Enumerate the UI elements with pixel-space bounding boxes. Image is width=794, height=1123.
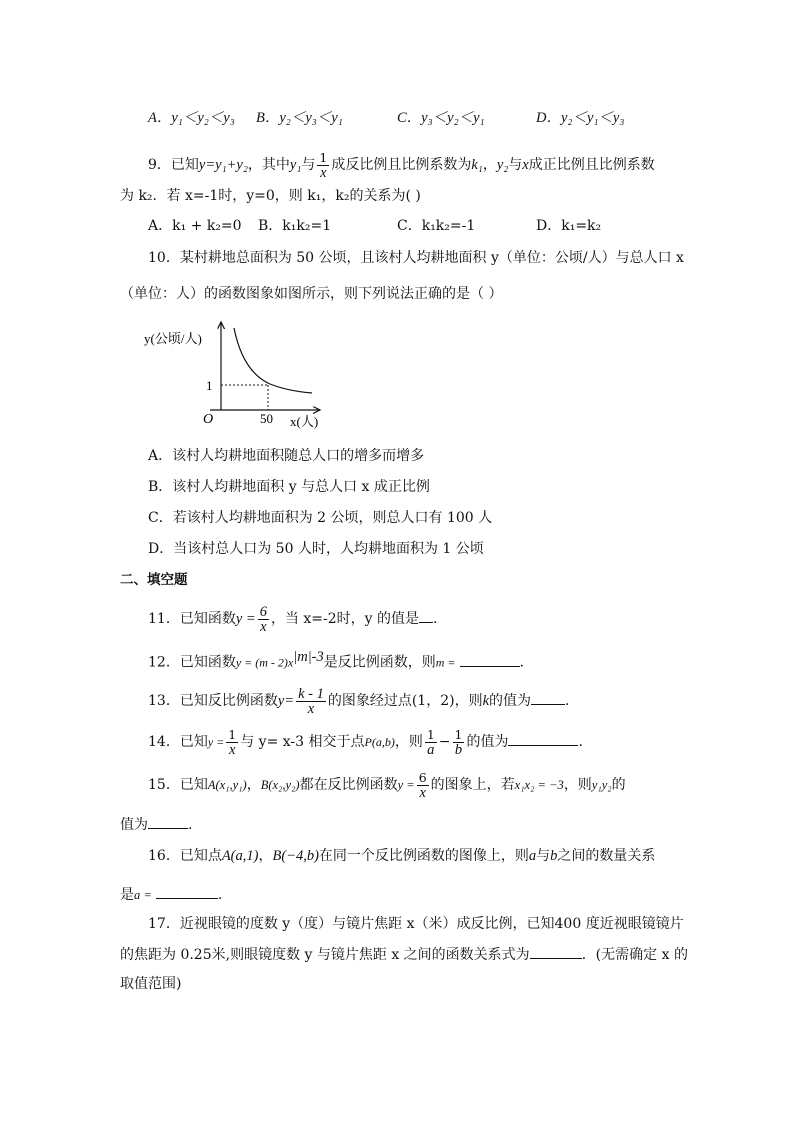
q9-fraction	[317, 151, 329, 180]
q15-text2: 都在反比例函数	[299, 777, 398, 793]
q14-fraction-a	[425, 728, 437, 757]
q15-text: 15．已知	[148, 777, 208, 793]
q16-text2: 在同一个反比例函数的图像上，则	[318, 848, 529, 864]
q17-answer-blank[interactable]	[530, 944, 582, 959]
q15-frac-num: 6	[418, 769, 427, 785]
q15-answer-blank[interactable]	[148, 814, 188, 829]
q13-frac-num: k - 1	[298, 685, 324, 702]
q16-line2	[120, 884, 222, 905]
q12-exponent: |m|-3	[293, 649, 324, 665]
q16-answer-blank[interactable]	[156, 884, 218, 899]
hyperbola-curve	[234, 328, 312, 393]
q16-point-b: B(−4,b)	[272, 848, 319, 864]
q9-k1: k₁	[471, 157, 483, 173]
q11	[148, 604, 437, 634]
q11-frac-num: 6	[259, 603, 267, 620]
q9-text: ，其中	[247, 157, 290, 173]
q11-y: y =	[235, 611, 256, 627]
q15-y: y =	[397, 778, 415, 792]
q9-option-a: A．k₁ + k₂=0	[148, 218, 242, 234]
q13-text: 13．已知反比例函数	[148, 693, 278, 709]
q14-frac-b-den: b	[454, 741, 463, 758]
q15-frac-den: x	[419, 784, 426, 801]
q14-frac-num: 1	[228, 726, 237, 742]
q16-text3: 与	[536, 848, 551, 864]
q12-text: 12．已知函数	[148, 654, 236, 671]
q11-frac-den: x	[260, 618, 267, 635]
q16-text5: 是	[120, 887, 134, 903]
q15-text6: 值为	[120, 817, 148, 833]
q12-answer-blank[interactable]	[460, 652, 520, 667]
q17-text: 的焦距为 0.25米,则眼镜度数 y 与镜片焦距 x 之间的函数关系式为	[120, 947, 530, 963]
q10-graph	[140, 318, 330, 430]
q8-options	[148, 108, 625, 128]
q16-var-a: a	[528, 848, 537, 864]
q17-line1: 17．近视眼镜的度数 y（度）与镜片焦距 x（米）成反比例，已知400 度近视眼镜镜片	[148, 916, 684, 932]
q9-option-c: C．k₁k₂=-1	[397, 218, 476, 234]
q14-answer-blank[interactable]	[508, 731, 578, 746]
q15-condition: x₁x₂ = −3	[514, 778, 564, 792]
q16-point-a: A(a,1)	[221, 848, 259, 864]
q14-text2: 与 y= x-3 相交于点	[240, 734, 365, 750]
q9-text: 成反比例且比例系数为	[331, 157, 472, 173]
q15-line2	[120, 814, 192, 835]
q15-text4: ，则	[563, 777, 592, 793]
graph-origin-label: O	[203, 412, 214, 427]
q14-point: P(a,b)	[364, 735, 395, 749]
q14-end: .	[578, 734, 583, 750]
q16-var-b: b	[550, 848, 558, 864]
q13	[148, 686, 569, 716]
q13-frac-den: x	[307, 700, 315, 717]
q16-a-equals: a =	[134, 888, 152, 902]
q15-product: y₁y₂	[591, 778, 612, 792]
q15-point-b: B(x₂,y₂)	[260, 778, 300, 792]
q9-text: 与	[508, 157, 523, 173]
q15-end: .	[188, 817, 193, 833]
q11-end: .	[433, 611, 438, 627]
q12-m: m =	[435, 655, 456, 670]
q10-option-c: C．若该村人均耕地面积为 2 公顷，则总人口有 100 人	[148, 510, 493, 526]
q14-frac-b-num: 1	[454, 726, 463, 742]
q11-text2: ，当 x=-2时，y 的值是	[270, 611, 420, 627]
q9-frac-den: x	[320, 164, 327, 181]
q16-text4: 之间的数量关系	[557, 848, 656, 864]
q8-option-a: A．y₁＜y₂＜y₃	[148, 110, 235, 126]
section-heading-fill-in: 二、填空题	[120, 572, 188, 588]
q13-k: k	[482, 693, 490, 709]
q9-frac-num: 1	[319, 149, 328, 165]
q10-option-d: D．当该村总人口为 50 人时，人均耕地面积为 1 公顷	[148, 541, 484, 557]
q14-frac-a-num: 1	[426, 726, 435, 742]
q17-line2	[120, 944, 688, 965]
q14-text: 14．已知	[148, 734, 208, 750]
q14-minus: −	[438, 734, 451, 750]
q9-stem-line2: 为 k₂．若 x=-1时，y=0，则 k₁，k₂的关系为( )	[120, 188, 421, 204]
q16-line1	[148, 846, 655, 866]
graph-x-label: x(人)	[290, 414, 319, 429]
q13-answer-blank[interactable]	[531, 690, 565, 705]
q10-stem-line1: 10．某村耕地总面积为 50 公顷，且该村人均耕地面积 y（单位：公顷/人）与总人口 x	[148, 250, 684, 266]
q9-x: x	[522, 157, 529, 173]
q10-option-a: A．该村人均耕地面积随总人口的增多而增多	[148, 448, 425, 464]
q16-sep: ，	[258, 848, 273, 864]
q9-text: ，	[482, 157, 497, 173]
q9-text: 成正比例且比例系数	[528, 157, 655, 173]
q12-expression: y = (m - 2)x	[235, 655, 294, 670]
q13-y: y=	[277, 693, 295, 709]
q11-fraction	[258, 605, 269, 634]
q14-text4: 的值为	[466, 734, 509, 750]
q16-text: 16．已知点	[148, 848, 222, 864]
q9-option-d: D．k₁=k₂	[536, 218, 602, 234]
q15-fraction	[417, 771, 429, 800]
q15-sep: ，	[246, 777, 261, 793]
q8-option-d: D．y₂＜y₁＜y₃	[536, 110, 625, 126]
graph-y-label: y(公顷/人)	[144, 331, 202, 346]
q9-option-b: B．k₁k₂=1	[258, 218, 332, 234]
q13-fraction	[296, 687, 326, 716]
q16-end: .	[217, 887, 223, 903]
q14-fraction-1	[226, 728, 238, 757]
q12-end: .	[519, 654, 524, 671]
q14-fraction-b	[453, 728, 465, 757]
q17-line3: 取值范围)	[120, 976, 182, 992]
q11-text: 11．已知函数	[148, 611, 236, 627]
q12	[148, 647, 524, 673]
q13-text3: 的值为	[489, 693, 532, 709]
q14-text3: ，则	[394, 734, 423, 750]
graph-y-tick: 1	[206, 378, 213, 393]
q15-text3: 的图象上，若	[430, 777, 515, 793]
q9-stem-line1	[148, 150, 655, 180]
q9-y1: y₁	[289, 157, 302, 173]
q14-frac-den: x	[229, 741, 236, 758]
q13-end: .	[565, 693, 570, 709]
q8-option-c: C．y₃＜y₂＜y₁	[397, 110, 485, 126]
q14	[148, 727, 583, 757]
q15-line1	[148, 770, 626, 800]
q9-prefix: 9．已知	[148, 157, 199, 173]
q14-frac-a-den: a	[427, 741, 435, 758]
q15-text5: 的	[611, 777, 626, 793]
graph-x-tick: 50	[260, 411, 273, 426]
q10-stem-line2: （单位：人）的函数图象如图所示，则下列说法正确的是（ ）	[120, 286, 503, 302]
q9-text: 与	[301, 157, 316, 173]
q15-point-a: A(x₁,y₁)	[207, 778, 247, 792]
q17-text2: ．(无需确定 x 的	[581, 947, 688, 963]
q13-text2: 的图象经过点(1，2)，则	[327, 693, 483, 709]
q9-equation: y=y₁+y₂	[198, 157, 248, 173]
q9-y2: y₂	[496, 157, 509, 173]
q11-answer-blank[interactable]	[419, 608, 433, 623]
q10-option-b: B．该村人均耕地面积 y 与总人口 x 成正比例	[148, 479, 430, 495]
q14-y: y =	[207, 735, 225, 749]
q12-text2: 是反比例函数，则	[323, 654, 436, 671]
q8-option-b: B．y₂＜y₃＜y₁	[256, 110, 343, 126]
